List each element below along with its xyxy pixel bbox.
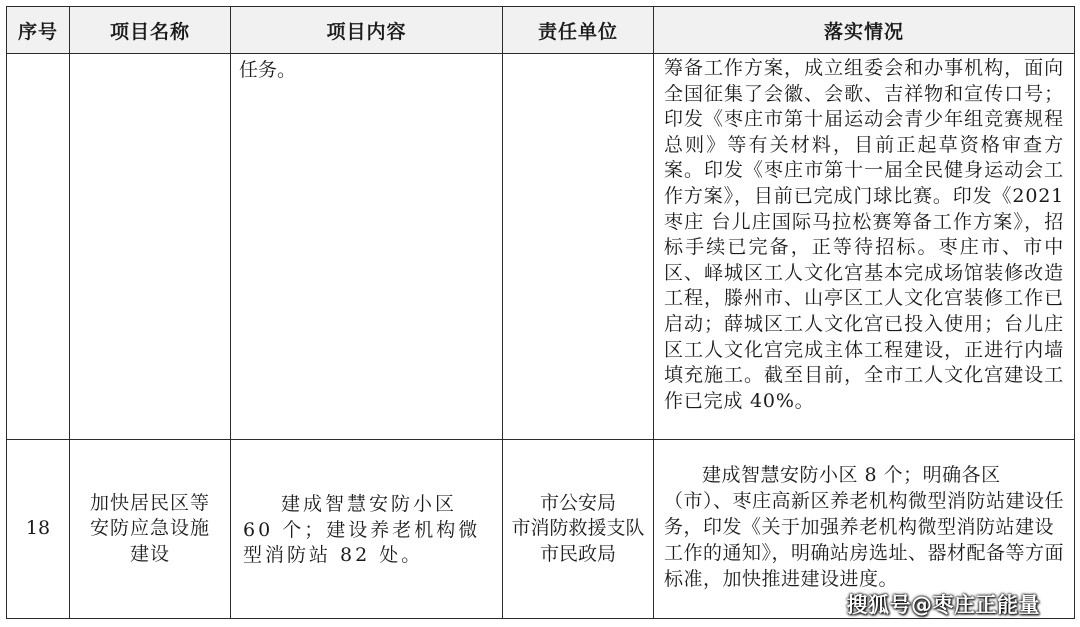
header-project-content: 项目内容 bbox=[231, 7, 503, 54]
unit-fire-rescue: 市消防救援支队 bbox=[511, 517, 645, 540]
watermark: 搜狐号@枣庄正能量 bbox=[846, 593, 1040, 617]
cell-project-name bbox=[70, 54, 231, 440]
cell-project-content: 建成智慧安防小区 60 个；建设养老机构微型消防站 82 处。 bbox=[231, 440, 503, 619]
cell-no: 18 bbox=[7, 440, 70, 619]
header-responsible-unit: 责任单位 bbox=[503, 7, 654, 54]
table-row bbox=[7, 54, 1075, 440]
task-table bbox=[6, 6, 1075, 619]
cell-no bbox=[7, 54, 70, 440]
cell-project-content: 任务。 bbox=[231, 54, 503, 440]
cell-responsible-unit bbox=[503, 54, 654, 440]
header-row bbox=[7, 7, 1075, 54]
cell-responsible-unit bbox=[503, 440, 654, 619]
unit-police: 市公安局 bbox=[539, 491, 616, 514]
cell-project-name: 加快居民区等安防应急设施建设 bbox=[70, 440, 231, 619]
header-status: 落实情况 bbox=[654, 7, 1075, 54]
cell-status: 建成智慧安防小区 8 个；明确各区（市）、枣庄高新区养老机构微型消防站建设任务，印发《关于加强养老机构微型消防站建设工作的通知》，明确站房选址、器材配备等方面标准，加快推进建设进度。 bbox=[654, 440, 1075, 619]
cell-status: 筹备工作方案，成立组委会和办事机构，面向全国征集了会徽、会歌、吉祥物和宣传口号；印发《枣庄市第十届运动会青少年组竞赛规程总则》等有关材料，目前正起草资格审查方案。印发《枣庄市第十一届全民健身运动会工作方案》，目前已完成门球比赛。印发《2021 枣庄 台儿庄国际马拉松赛筹备工作方案》，招标手续已完备，正等待招标。枣庄市、市中区、峄城区工人文化宫基本完成场馆装修改造工程，滕州市、山亭区工人文化宫装修工作已启动；薛城区工人文化宫已投入使用；台儿庄区工人文化宫完成主体工程建设，正进行内墙填充施工。截至目前，全市工人文化宫建设工作已完成 40%。 bbox=[654, 54, 1075, 440]
unit-civil-affairs: 市民政局 bbox=[539, 542, 616, 565]
header-no: 序号 bbox=[7, 7, 70, 54]
header-project-name: 项目名称 bbox=[70, 7, 231, 54]
